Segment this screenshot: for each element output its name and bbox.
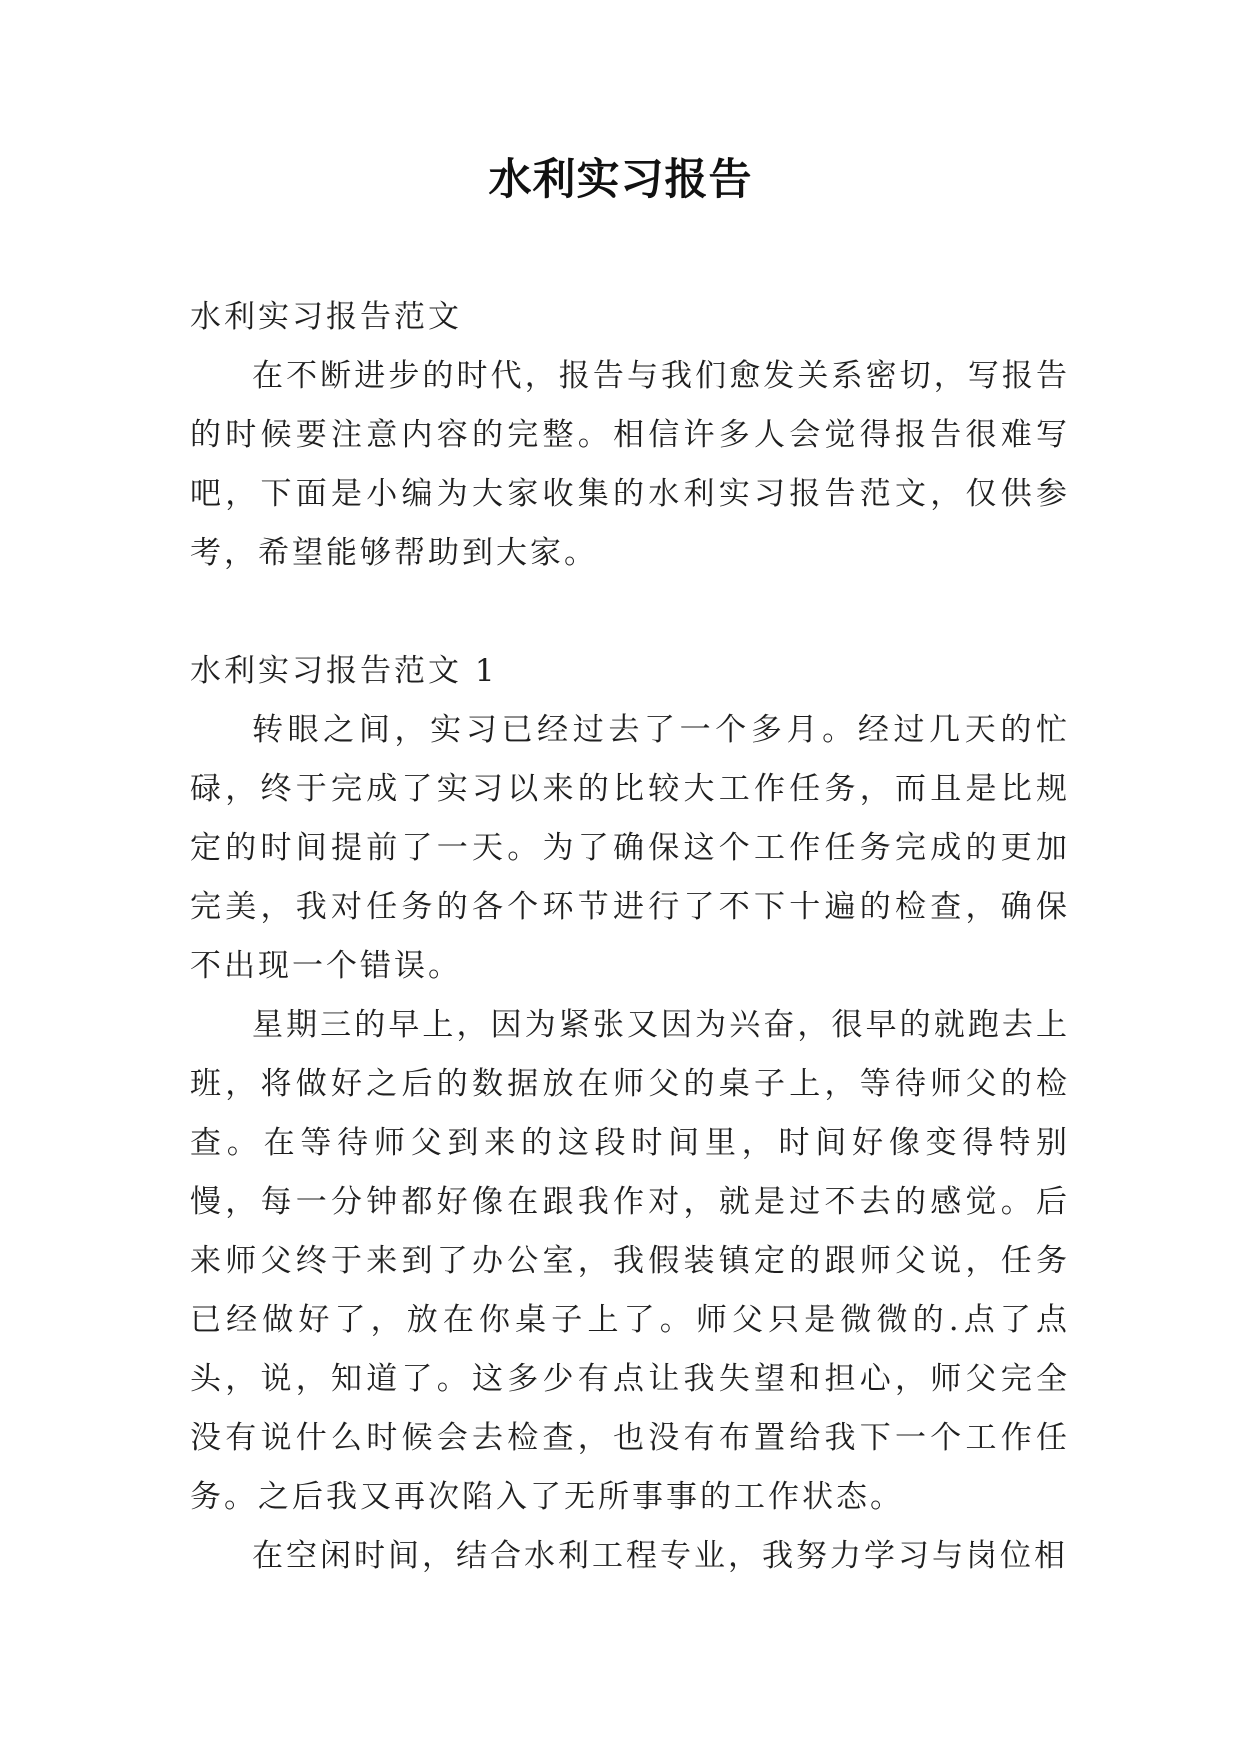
section-heading: 水利实习报告范文 1 xyxy=(190,653,498,689)
body-paragraph-2: 星期三的早上，因为紧张又因为兴奋，很早的就跑去上班，将做好之后的数据放在师父的桌子上，等待师父的检查。在等待师父到来的这段时间里，时间好像变得特别慢，每一分钟都好像在跟我作对，就是过不去的感觉。后来师父终于来到了办公室，我假装镇定的跟师父说，任务已经做好了，放在你桌子上了。师父只是微微的.点了点头，说，知道了。这多少有点让我失望和担心，师父完全没有说什么时候会去检查，也没有布置给我下一个工作任务。之后我又再次陷入了无所事事的工作状态。 xyxy=(190,1007,1070,1515)
paragraph-gap xyxy=(190,583,1070,642)
subtitle: 水利实习报告范文 xyxy=(190,299,462,335)
intro-paragraph: 在不断进步的时代，报告与我们愈发关系密切，写报告的时候要注意内容的完整。相信许多人会觉得报告很难写吧，下面是小编为大家收集的水利实习报告范文，仅供参考，希望能够帮助到大家。 xyxy=(190,358,1070,571)
document-body xyxy=(190,288,1070,1586)
body-paragraph-3: 在空闲时间，结合水利工程专业，我努力学习与岗位相 xyxy=(252,1538,1068,1574)
document-title: 水利实习报告 xyxy=(488,155,753,205)
body-paragraph-1: 转眼之间，实习已经过去了一个多月。经过几天的忙碌，终于完成了实习以来的比较大工作任务，而且是比规定的时间提前了一天。为了确保这个工作任务完成的更加完美，我对任务的各个环节进行了不下十遍的检查，确保不出现一个错误。 xyxy=(190,712,1070,984)
